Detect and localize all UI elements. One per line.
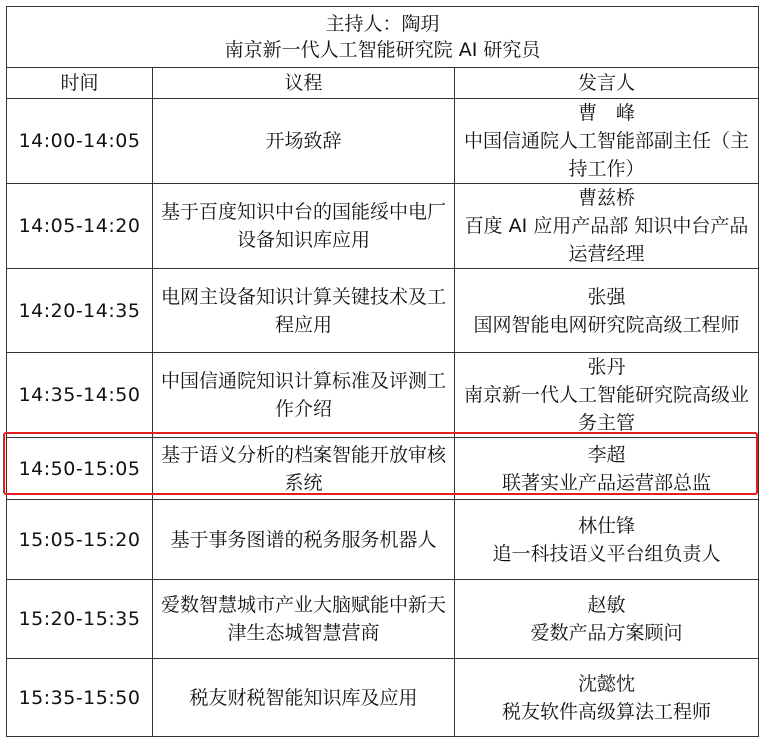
table-row	[7, 184, 759, 269]
time-cell: 14:35-14:50	[7, 353, 153, 438]
agenda-cell: 电网主设备知识计算关键技术及工程应用	[153, 269, 455, 353]
table-row	[7, 99, 759, 184]
time-cell: 14:50-15:05	[7, 438, 153, 500]
host-title: 南京新一代人工智能研究院 AI 研究员	[224, 39, 541, 61]
speaker-title: 追一科技语义平台组负责人	[492, 542, 721, 565]
time-cell: 15:35-15:50	[7, 659, 153, 737]
time-cell: 14:05-14:20	[7, 184, 153, 269]
speaker-name: 李超	[587, 443, 626, 466]
agenda-cell: 税友财税智能知识库及应用	[153, 659, 455, 737]
agenda-cell: 基于事务图谱的税务服务机器人	[153, 500, 455, 580]
time-cell: 15:20-15:35	[7, 580, 153, 659]
speaker-cell	[455, 99, 759, 184]
speaker-title: 税友软件高级算法工程师	[501, 700, 711, 723]
agenda-cell: 开场致辞	[153, 99, 455, 184]
agenda-table	[6, 6, 759, 737]
host-name: 主持人：陶玥	[325, 13, 440, 35]
table-row	[7, 659, 759, 737]
table-row	[7, 500, 759, 580]
speaker-name: 林仕锋	[577, 514, 635, 537]
agenda-cell: 基于百度知识中台的国能绥中电厂设备知识库应用	[153, 184, 455, 269]
agenda-cell: 中国信通院知识计算标准及评测工作介绍	[153, 353, 455, 438]
agenda-cell: 基于语义分析的档案智能开放审核系统	[153, 438, 455, 500]
table-row-highlighted	[7, 438, 759, 500]
speaker-cell	[455, 269, 759, 353]
speaker-title: 南京新一代人工智能研究院高级业务主管	[463, 384, 749, 434]
time-cell: 14:00-14:05	[7, 99, 153, 184]
host-cell	[7, 7, 759, 68]
speaker-cell	[455, 184, 759, 269]
speaker-cell	[455, 580, 759, 659]
agenda-cell: 爱数智慧城市产业大脑赋能中新天津生态城智慧营商	[153, 580, 455, 659]
speaker-name: 张强	[587, 285, 626, 308]
time-cell: 14:20-14:35	[7, 269, 153, 353]
speaker-title: 联著实业产品运营部总监	[501, 471, 711, 494]
speaker-title: 百度 AI 应用产品部 知识中台产品运营经理	[464, 215, 749, 265]
column-header-time: 时间	[7, 68, 153, 99]
table-row	[7, 353, 759, 438]
speaker-cell	[455, 438, 759, 500]
speaker-title: 爱数产品方案顾问	[530, 622, 683, 644]
speaker-title: 国网智能电网研究院高级工程师	[473, 313, 740, 336]
column-header-row	[7, 68, 759, 99]
speaker-cell	[455, 500, 759, 580]
time-cell: 15:05-15:20	[7, 500, 153, 580]
speaker-title: 中国信通院人工智能部副主任（主持工作）	[463, 130, 749, 180]
column-header-agenda: 议程	[153, 68, 455, 99]
speaker-name: 张丹	[587, 356, 626, 378]
speaker-name: 赵敏	[587, 594, 626, 616]
speaker-name: 曹 峰	[577, 102, 635, 124]
host-row	[7, 7, 759, 68]
speaker-name: 沈懿忱	[577, 672, 635, 695]
table-row	[7, 580, 759, 659]
speaker-cell	[455, 353, 759, 438]
speaker-name: 曹兹桥	[577, 187, 635, 209]
table-row	[7, 269, 759, 353]
column-header-speaker: 发言人	[455, 68, 759, 99]
speaker-cell	[455, 659, 759, 737]
